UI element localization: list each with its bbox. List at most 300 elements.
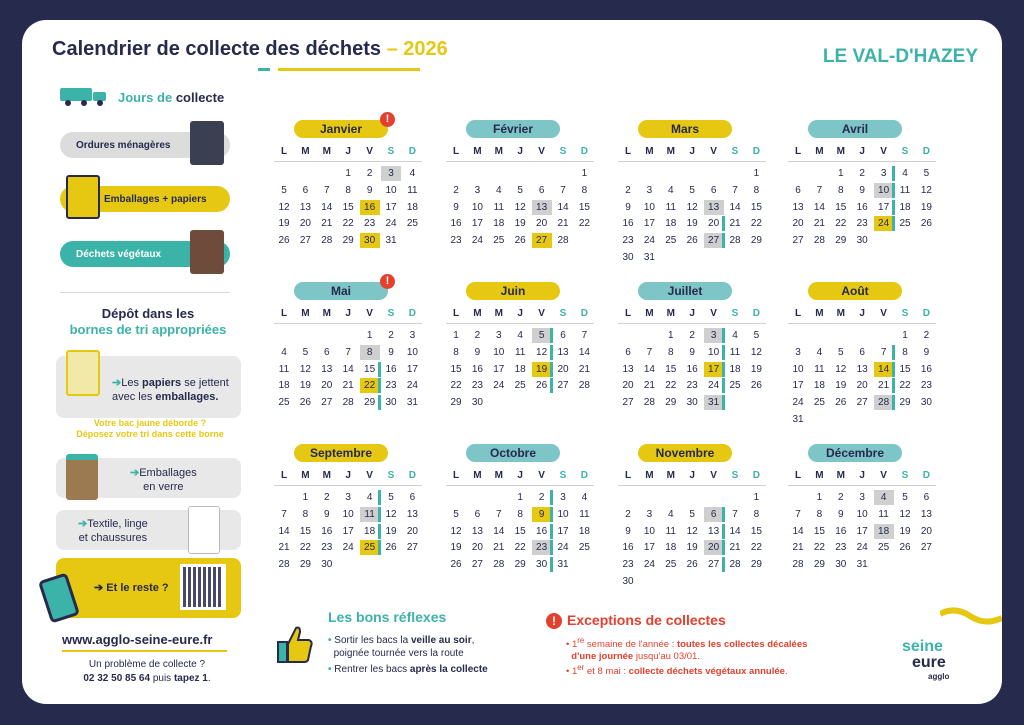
day-cell: 30 xyxy=(920,397,932,409)
verre-text xyxy=(130,466,197,494)
day-cell: 20 xyxy=(920,525,932,537)
title-year: 2026 xyxy=(403,38,448,60)
day-cell: 21 xyxy=(643,380,655,392)
day-cell: 26 xyxy=(920,218,932,230)
day-cell: 26 xyxy=(536,380,548,392)
day-cell: 13 xyxy=(622,363,634,375)
weekday-label: J xyxy=(859,146,865,157)
note-line2: Déposez votre tri dans cette borne xyxy=(76,429,224,439)
day-cell: 7 xyxy=(560,184,566,196)
brown-bin-icon xyxy=(190,230,224,274)
weekday-label: V xyxy=(710,470,717,481)
title-underline-teal xyxy=(258,68,270,71)
weekday-label: S xyxy=(387,470,395,481)
day-cell: 9 xyxy=(324,508,330,520)
title-underline-yellow xyxy=(278,68,420,71)
day-cell: 11 xyxy=(360,507,380,522)
day-cell: 12 xyxy=(750,346,762,358)
textile-t2: et chaussures xyxy=(78,532,148,544)
day-cell: 21 xyxy=(557,218,569,230)
weekday-label: D xyxy=(922,146,930,157)
day-cell: 18 xyxy=(493,218,505,230)
day-cell: 23 xyxy=(920,380,932,392)
month-heading: Mai xyxy=(294,282,388,300)
depot-line2: bornes de tri appropriées xyxy=(69,322,227,337)
weekday-label: J xyxy=(345,146,351,157)
day-cell: 14 xyxy=(813,201,825,213)
qr-code-icon[interactable] xyxy=(180,564,226,610)
day-cell: 14 xyxy=(729,201,741,213)
day-cell: 24 xyxy=(643,559,655,571)
day-cell: 25 xyxy=(514,380,526,392)
day-cell: 18 xyxy=(578,525,590,537)
day-cell: 3 xyxy=(646,508,653,520)
e2sup: er xyxy=(577,663,585,672)
day-cell: 28 xyxy=(813,235,825,247)
weekday-label: V xyxy=(538,146,545,157)
day-cell: 5 xyxy=(302,346,309,358)
weekday-label: D xyxy=(922,470,930,481)
weekday-divider xyxy=(446,161,594,162)
day-cell: 24 xyxy=(406,380,418,392)
weekday-label: D xyxy=(408,146,416,157)
logo-seine: seine xyxy=(902,638,943,655)
day-cell: 15 xyxy=(299,525,311,537)
arrow-icon: ➔ xyxy=(130,467,140,479)
day-cell: 1 xyxy=(345,168,351,179)
day-cell: 2 xyxy=(689,330,695,341)
weekday-label: S xyxy=(901,308,909,319)
weekday-label: M xyxy=(473,308,482,319)
day-cell: 8 xyxy=(345,184,351,196)
day-cell: 23 xyxy=(450,235,462,247)
day-cell: 26 xyxy=(686,235,698,247)
day-cell: 29 xyxy=(899,397,911,409)
day-cell: 16 xyxy=(471,363,483,375)
day-cell: 28 xyxy=(493,559,505,571)
collection-days-heading xyxy=(118,90,224,105)
day-cell: 17 xyxy=(557,525,569,537)
day-cell: 29 xyxy=(364,397,376,409)
day-cell: 1 xyxy=(668,330,674,341)
day-cell: 3 xyxy=(345,492,351,503)
day-cell: 8 xyxy=(453,346,459,358)
wave-decoration xyxy=(940,606,1002,628)
day-cell: 15 xyxy=(450,363,462,375)
day-cell: 4 xyxy=(874,490,894,505)
day-cell: 27 xyxy=(299,235,311,247)
day-cell: 8 xyxy=(360,345,380,360)
day-cell: 8 xyxy=(581,184,588,196)
day-cell: 13 xyxy=(557,346,569,358)
e1c: toutes les collectes décalées xyxy=(676,639,808,651)
day-cell: 20 xyxy=(406,525,418,537)
yellow-bin-icon xyxy=(66,175,100,219)
day-cell: 15 xyxy=(342,201,354,213)
day-cell: 28 xyxy=(321,235,333,247)
day-cell: 15 xyxy=(835,201,847,213)
day-cell: 1 xyxy=(581,168,588,179)
reste-label: Et le reste ? xyxy=(106,582,169,594)
weekday-label: D xyxy=(922,308,930,319)
reste-text xyxy=(94,581,169,595)
weekday-label: M xyxy=(815,470,824,481)
day-cell: 22 xyxy=(450,380,462,392)
day-cell: 27 xyxy=(321,397,333,409)
e2d: . xyxy=(784,666,788,678)
day-cell: 28 xyxy=(557,235,569,247)
day-cell: 20 xyxy=(704,540,724,555)
day-cell: 17 xyxy=(471,218,483,230)
day-cell: 26 xyxy=(899,542,911,554)
phone-tapez: tapez 1 xyxy=(173,673,208,684)
weekday-label: M xyxy=(322,470,331,481)
month-heading: Mars xyxy=(638,120,732,138)
day-cell: 8 xyxy=(753,184,760,196)
day-cell: 4 xyxy=(902,168,908,179)
day-cell: 29 xyxy=(835,235,847,247)
r1a: Sortir les bacs la xyxy=(334,635,411,646)
day-cell: 12 xyxy=(835,363,847,375)
day-cell: 11 xyxy=(514,346,526,358)
weekday-label: M xyxy=(666,146,675,157)
r1d: poignée tournée vers la route xyxy=(333,648,464,659)
day-cell: 2 xyxy=(538,492,545,503)
day-cell: 13 xyxy=(406,508,418,520)
day-cell: 22 xyxy=(750,218,762,230)
e1sup: re xyxy=(577,636,585,645)
day-cell: 8 xyxy=(753,508,760,520)
logo-eure: eure xyxy=(912,654,946,671)
weekday-label: V xyxy=(366,146,373,157)
borne-papier-icon xyxy=(66,350,100,396)
weekday-label: D xyxy=(752,308,760,319)
day-cell: 30 xyxy=(321,559,333,571)
day-cell: 9 xyxy=(923,346,930,358)
day-cell: 1 xyxy=(902,330,908,341)
day-cell: 29 xyxy=(342,235,354,247)
day-cell: 23 xyxy=(385,380,397,392)
day-cell: 30 xyxy=(385,397,397,409)
textile-t1: Textile, linge xyxy=(87,518,148,530)
weekday-divider xyxy=(274,485,422,486)
weekday-label: M xyxy=(836,470,845,481)
day-cell: 22 xyxy=(835,218,847,230)
textile-text xyxy=(78,517,148,545)
heading-part-a: Jours de xyxy=(118,90,173,105)
weekday-label: V xyxy=(366,308,373,319)
day-cell: 16 xyxy=(622,542,634,554)
day-cell: 4 xyxy=(668,184,674,196)
day-cell: 24 xyxy=(342,542,354,554)
day-cell: 19 xyxy=(450,542,462,554)
reflexes-title: Les bons réflexes xyxy=(328,609,447,625)
day-cell: 23 xyxy=(321,542,333,554)
day-cell: 16 xyxy=(385,363,397,375)
weekday-label: J xyxy=(859,308,865,319)
weekday-label: J xyxy=(345,470,351,481)
papiers-text xyxy=(112,376,237,404)
grey-bin-icon xyxy=(190,121,224,165)
day-cell: 1 xyxy=(517,492,523,503)
weekday-label: M xyxy=(815,308,824,319)
day-cell: 25 xyxy=(493,235,505,247)
day-cell: 29 xyxy=(750,559,762,571)
day-cell: 10 xyxy=(406,346,418,358)
day-cell: 25 xyxy=(899,218,911,230)
day-cell: 28 xyxy=(342,397,354,409)
day-cell: 17 xyxy=(878,201,890,213)
day-cell: 26 xyxy=(750,380,762,392)
day-cell: 11 xyxy=(878,508,889,520)
day-cell: 20 xyxy=(471,542,483,554)
weekday-label: M xyxy=(301,308,310,319)
day-cell: 5 xyxy=(388,492,394,503)
weekday-label: M xyxy=(666,470,675,481)
arrow-icon: ➔ xyxy=(112,377,122,389)
weekday-label: V xyxy=(710,308,717,319)
day-cell: 12 xyxy=(686,525,698,537)
day-cell: 27 xyxy=(856,397,868,409)
day-cell: 29 xyxy=(514,559,526,571)
day-cell: 6 xyxy=(625,346,631,358)
day-cell: 8 xyxy=(902,346,908,358)
thumbs-up-icon xyxy=(276,624,314,664)
month-heading: Juillet xyxy=(638,282,732,300)
day-cell: 15 xyxy=(899,363,911,375)
day-cell: 24 xyxy=(493,380,505,392)
weekday-label: S xyxy=(387,146,395,157)
r1b: veille au soir xyxy=(411,635,472,646)
day-cell: 18 xyxy=(514,363,526,375)
day-cell: 30 xyxy=(536,559,548,571)
day-cell: 12 xyxy=(278,201,290,213)
day-cell: 25 xyxy=(729,380,741,392)
day-cell: 7 xyxy=(345,346,351,358)
phone-number[interactable]: 02 32 50 85 64 xyxy=(83,673,151,684)
weekday-label: M xyxy=(645,470,654,481)
weekday-label: L xyxy=(280,146,288,157)
day-cell: 19 xyxy=(920,201,932,213)
day-cell: 13 xyxy=(856,363,868,375)
weekday-label: D xyxy=(580,470,588,481)
day-cell: 3 xyxy=(704,328,724,343)
papiers-t4: avec les xyxy=(112,391,156,403)
day-cell: 27 xyxy=(622,397,634,409)
day-cell: 20 xyxy=(299,218,311,230)
day-cell: 19 xyxy=(299,380,311,392)
weekday-label: J xyxy=(689,146,695,157)
day-cell: 7 xyxy=(795,508,801,520)
weekday-divider xyxy=(274,161,422,162)
month-heading: Septembre xyxy=(294,444,388,462)
day-cell: 6 xyxy=(704,507,724,522)
day-cell: 31 xyxy=(385,235,397,247)
weekday-label: D xyxy=(580,146,588,157)
website-link[interactable]: www.agglo-seine-eure.fr xyxy=(62,632,213,647)
day-cell: 22 xyxy=(813,542,825,554)
day-cell: 27 xyxy=(557,380,569,392)
day-cell: 25 xyxy=(665,559,677,571)
day-cell: 23 xyxy=(622,559,634,571)
day-cell: 25 xyxy=(360,540,380,555)
title-dash: – xyxy=(381,38,404,60)
day-cell: 2 xyxy=(366,168,373,179)
day-cell: 7 xyxy=(646,346,653,358)
day-cell: 2 xyxy=(923,330,930,341)
day-cell: 17 xyxy=(406,363,418,375)
day-cell: 9 xyxy=(689,346,695,358)
day-cell: 3 xyxy=(646,184,653,196)
weekday-label: V xyxy=(366,470,373,481)
warning-icon: ! xyxy=(380,274,395,289)
day-cell: 21 xyxy=(578,363,590,375)
day-cell: 2 xyxy=(453,184,459,196)
day-cell: 11 xyxy=(579,508,590,520)
day-cell: 13 xyxy=(704,200,724,215)
reflex-item-2 xyxy=(328,663,488,676)
day-cell: 5 xyxy=(532,328,552,343)
reflex-item-1 xyxy=(328,634,474,660)
day-cell: 15 xyxy=(578,201,590,213)
verre-t2: en verre xyxy=(143,481,184,493)
day-cell: 12 xyxy=(299,363,311,375)
day-cell: 14 xyxy=(342,363,354,375)
day-cell: 23 xyxy=(686,380,698,392)
day-cell: 25 xyxy=(278,397,290,409)
exceptions-title: Exceptions de collectes xyxy=(567,612,726,628)
arrow-icon: ➔ xyxy=(94,582,104,594)
note-line1: Votre bac jaune déborde ? xyxy=(93,418,207,428)
day-cell: 6 xyxy=(560,330,566,341)
day-cell: 14 xyxy=(874,362,894,377)
day-cell: 23 xyxy=(471,380,483,392)
e2a: 1 xyxy=(571,666,578,678)
arrow-icon: ➔ xyxy=(78,518,88,530)
day-cell: 31 xyxy=(406,397,418,409)
borne-textile-icon xyxy=(188,506,220,554)
day-cell: 27 xyxy=(792,235,804,247)
day-cell: 26 xyxy=(835,397,847,409)
day-cell: 11 xyxy=(899,184,911,196)
day-cell: 13 xyxy=(471,525,483,537)
day-cell: 9 xyxy=(625,525,631,537)
day-cell: 22 xyxy=(514,542,526,554)
r2a: Rentrer les bacs xyxy=(334,664,410,675)
day-cell: 26 xyxy=(514,235,526,247)
day-cell: 13 xyxy=(920,508,932,520)
day-cell: 13 xyxy=(321,363,333,375)
weekday-label: L xyxy=(794,146,802,157)
heading-part-b: collecte xyxy=(175,90,225,105)
day-cell: 10 xyxy=(493,346,505,358)
day-cell: 25 xyxy=(578,542,590,554)
papiers-t3: se jettent xyxy=(181,377,229,389)
day-cell: 21 xyxy=(493,542,505,554)
weekday-label: J xyxy=(859,470,865,481)
day-cell: 27 xyxy=(532,233,552,248)
day-cell: 29 xyxy=(665,397,677,409)
day-cell: 18 xyxy=(813,380,825,392)
day-cell: 1 xyxy=(753,492,760,503)
day-cell: 22 xyxy=(299,542,311,554)
day-cell: 9 xyxy=(453,201,459,213)
logo-agglo: agglo xyxy=(928,672,950,681)
day-cell: 28 xyxy=(578,380,590,392)
weekday-label: L xyxy=(794,470,802,481)
day-cell: 20 xyxy=(622,380,634,392)
day-cell: 14 xyxy=(278,525,290,537)
day-cell: 11 xyxy=(493,201,504,213)
weekday-divider xyxy=(274,323,422,324)
day-cell: 1 xyxy=(838,168,844,179)
weekday-label: V xyxy=(880,470,887,481)
day-cell: 12 xyxy=(899,508,911,520)
day-cell: 18 xyxy=(665,218,677,230)
weekday-label: V xyxy=(880,308,887,319)
day-cell: 4 xyxy=(496,184,502,196)
day-cell: 22 xyxy=(342,218,354,230)
day-cell: 18 xyxy=(665,542,677,554)
day-cell: 9 xyxy=(625,201,631,213)
day-cell: 9 xyxy=(366,184,373,196)
day-cell: 30 xyxy=(856,235,868,247)
day-cell: 31 xyxy=(557,559,569,571)
weekday-label: M xyxy=(666,308,675,319)
day-cell: 31 xyxy=(792,414,804,425)
month-heading: Novembre xyxy=(638,444,732,462)
day-cell: 24 xyxy=(471,235,483,247)
day-cell: 25 xyxy=(878,542,890,554)
day-cell: 4 xyxy=(668,508,674,520)
day-cell: 1 xyxy=(366,330,373,341)
day-cell: 3 xyxy=(474,184,481,196)
day-cell: 5 xyxy=(902,492,908,503)
weekday-label: D xyxy=(408,470,416,481)
e1b: semaine de l'année : xyxy=(584,639,677,651)
day-cell: 5 xyxy=(923,168,930,179)
weekday-label: M xyxy=(836,308,845,319)
day-cell: 30 xyxy=(360,233,380,248)
weekday-label: M xyxy=(494,308,503,319)
day-cell: 31 xyxy=(643,252,655,263)
day-cell: 2 xyxy=(388,330,394,341)
day-cell: 4 xyxy=(816,346,823,358)
day-cell: 1 xyxy=(302,492,309,503)
day-cell: 25 xyxy=(813,397,825,409)
day-cell: 10 xyxy=(708,346,720,358)
day-cell: 30 xyxy=(622,576,634,587)
weekday-divider xyxy=(618,323,766,324)
day-cell: 15 xyxy=(514,525,526,537)
weekday-label: J xyxy=(689,470,695,481)
weekday-label: L xyxy=(624,470,632,481)
day-cell: 24 xyxy=(385,218,397,230)
day-cell: 14 xyxy=(321,201,333,213)
day-cell: 21 xyxy=(729,218,741,230)
day-cell: 12 xyxy=(450,525,462,537)
weekday-label: L xyxy=(280,308,288,319)
day-cell: 7 xyxy=(324,184,330,196)
day-cell: 24 xyxy=(856,542,868,554)
weekday-label: J xyxy=(517,308,523,319)
calendar-card xyxy=(22,20,1002,704)
day-cell: 2 xyxy=(859,168,865,179)
day-cell: 21 xyxy=(813,218,825,230)
day-cell: 1 xyxy=(816,492,823,503)
weekday-label: S xyxy=(731,146,739,157)
exception-2: • 1er et 8 mai : collecte déchets végétaux annulée. xyxy=(566,663,788,678)
